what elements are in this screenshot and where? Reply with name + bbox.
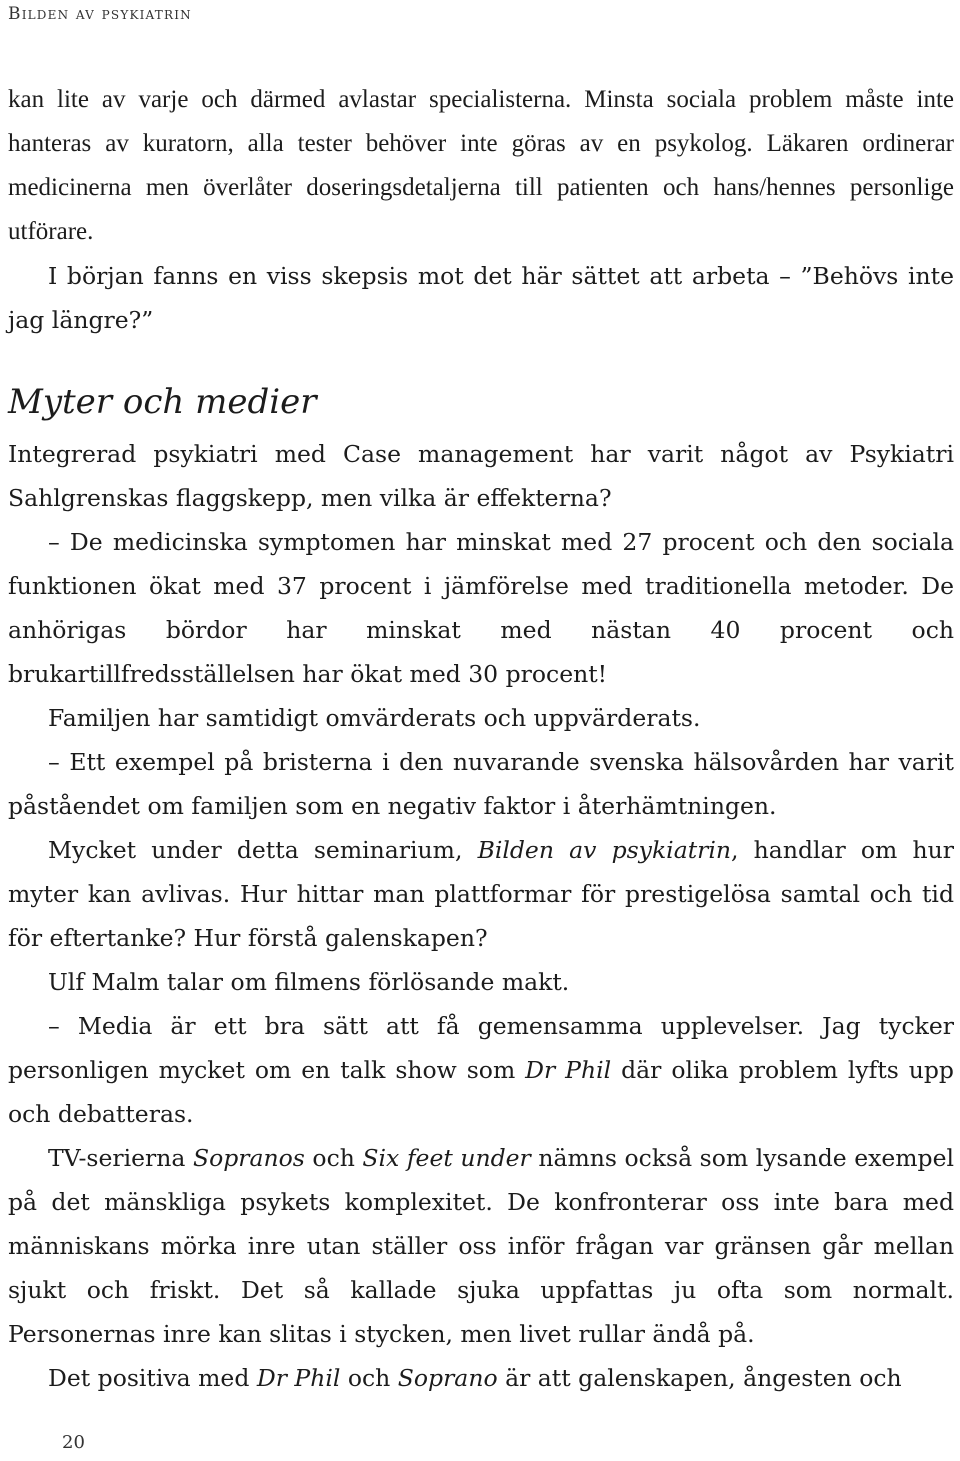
italic-title: Six feet under bbox=[362, 1144, 531, 1172]
page-body bbox=[8, 78, 954, 1400]
paragraph-3: Integrerad psykiatri med Case management har varit något av Psykiatri Sahlgrenskas flaggskepp, men vilka är effekterna? bbox=[8, 440, 954, 512]
paragraph-10: TV-serierna Sopranos och Six feet under nämns också som lysande exempel på det mänskliga psykets komplexitet. De konfronterar oss inte bara med människans mörka inre utan ställer oss inför frågan var gränsen går mellan sjukt och friskt. Det så kallade sjuka uppfattas ju ofta som normalt. Personernas inre kan slitas i stycken, men livet rullar ändå på. bbox=[8, 1144, 955, 1348]
paragraph-2: I början fanns en viss skepsis mot det här sättet att arbeta – ”Behövs inte jag längre?” bbox=[8, 262, 954, 334]
paragraph-4: – De medicinska symptomen har minskat med 27 procent och den sociala funktionen ökat med 37 procent i jämförelse med traditionella metoder. De anhörigas bördor har minskat med nästan 40 procent och brukartillfredsställelsen har ökat med 30 procent! bbox=[8, 528, 954, 688]
paragraph-6: – Ett exempel på bristerna i den nuvarande svenska hälsovården har varit påståendet om familjen som en negativ faktor i återhämtningen. bbox=[8, 748, 954, 820]
italic-title: Bilden av psykiatrin bbox=[477, 836, 732, 864]
italic-title: Dr Phil bbox=[525, 1056, 612, 1084]
paragraph-5: Familjen har samtidigt omvärderats och uppvärderats. bbox=[48, 704, 701, 732]
italic-title: Dr Phil bbox=[256, 1364, 341, 1392]
page-number: 20 bbox=[62, 1432, 85, 1453]
italic-title: Sopranos bbox=[192, 1144, 305, 1172]
italic-title: Soprano bbox=[397, 1364, 498, 1392]
running-head: Bilden av psykiatrin bbox=[8, 4, 192, 24]
paragraph-8: Ulf Malm talar om filmens förlösande makt. bbox=[48, 968, 570, 996]
paragraph-11: Det positiva med Dr Phil och Soprano är att galenskapen, ångesten och bbox=[48, 1364, 902, 1392]
paragraph-7: Mycket under detta seminarium, Bilden av psykiatrin, handlar om hur myter kan avlivas. Hur hittar man plattformar för prestigelösa samtal och tid för eftertanke? Hur förstå galenskapen? bbox=[8, 836, 955, 952]
section-heading: Myter och medier bbox=[8, 382, 317, 422]
paragraph-9: – Media är ett bra sätt att få gemensamma upplevelser. Jag tycker personligen mycket om en talk show som Dr Phil där olika problem lyfts upp och debatteras. bbox=[8, 1012, 954, 1128]
paragraph-1: kan lite av varje och därmed avlastar specialisterna. Minsta sociala problem måste inte hanteras av kuratorn, alla tester behöver inte göras av en psykolog. Läkaren ordinerar medicinerna men överlåter doseringsdetaljerna till patienten och hans/hennes personlige utförare. bbox=[8, 86, 954, 245]
